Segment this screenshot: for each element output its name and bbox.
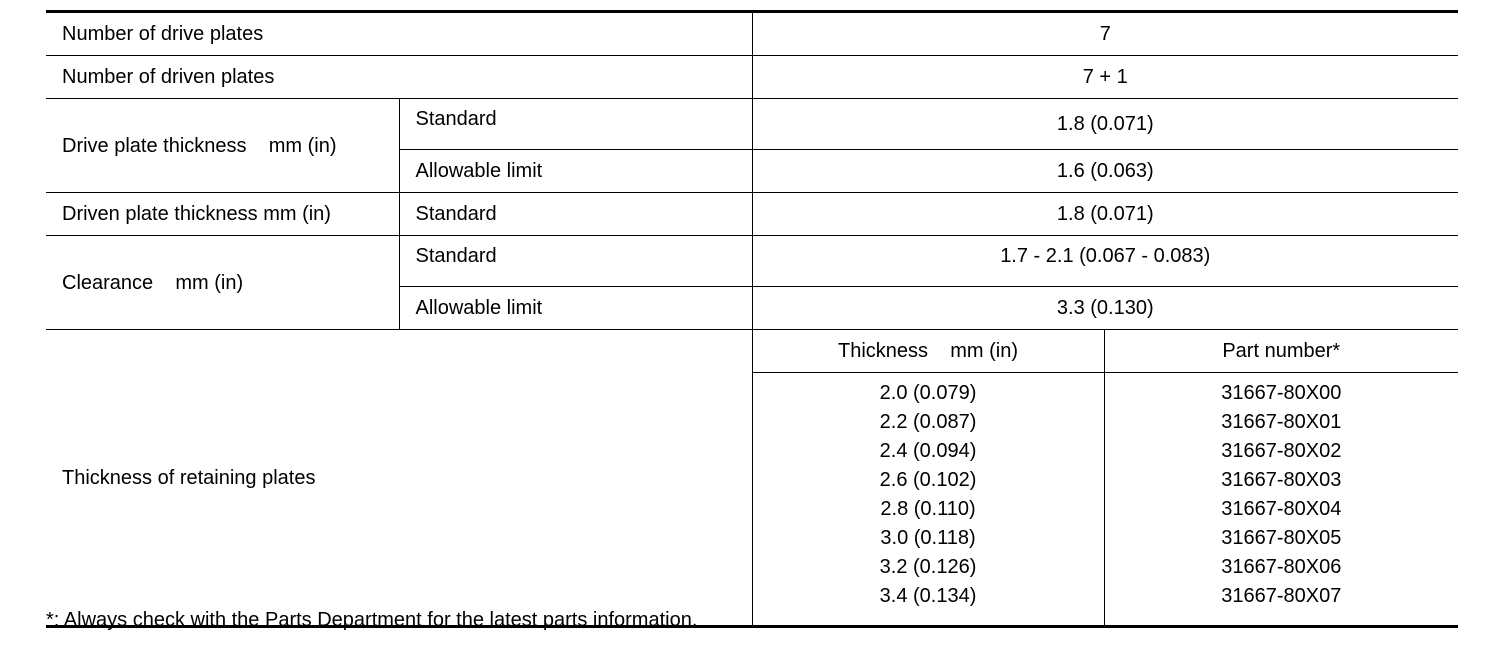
part-number-value: 31667-80X01 — [1221, 411, 1342, 433]
drive-plates-label: Number of drive plates — [46, 12, 752, 56]
thickness-values — [752, 373, 1104, 627]
clearance-limit-label: Allowable limit — [399, 287, 752, 330]
driven-thickness-label: Driven plate thickness mm (in) — [46, 193, 399, 236]
retaining-plates-label: Thickness of retaining plates — [46, 330, 752, 627]
clearance-label: Clearance mm (in) — [46, 236, 399, 330]
driven-thickness-standard-label: Standard — [399, 193, 752, 236]
drive-thickness-standard-value: 1.8 (0.071) — [752, 99, 1458, 150]
thickness-value: 2.6 (0.102) — [879, 469, 977, 491]
thickness-value: 3.2 (0.126) — [879, 556, 977, 578]
thickness-value: 2.4 (0.094) — [879, 440, 977, 462]
thickness-value: 2.2 (0.087) — [879, 411, 977, 433]
part-number-column-header: Part number* — [1104, 330, 1458, 373]
part-number-value: 31667-80X05 — [1221, 527, 1342, 549]
driven-plates-value: 7 + 1 — [752, 56, 1458, 99]
part-number-value: 31667-80X07 — [1221, 585, 1342, 607]
thickness-value: 3.0 (0.118) — [880, 527, 976, 549]
part-number-values — [1104, 373, 1458, 627]
driven-thickness-standard-value: 1.8 (0.071) — [752, 193, 1458, 236]
part-number-value: 31667-80X06 — [1221, 556, 1342, 578]
drive-thickness-label: Drive plate thickness mm (in) — [46, 99, 399, 193]
footnote: *: Always check with the Parts Department for the latest parts information. — [46, 609, 698, 631]
table-row — [46, 12, 1458, 56]
driven-plates-label: Number of driven plates — [46, 56, 752, 99]
drive-plates-value: 7 — [752, 12, 1458, 56]
clearance-limit-value: 3.3 (0.130) — [752, 287, 1458, 330]
drive-thickness-limit-label: Allowable limit — [399, 150, 752, 193]
part-number-value: 31667-80X03 — [1221, 469, 1342, 491]
clearance-standard-value: 1.7 - 2.1 (0.067 - 0.083) — [752, 236, 1458, 287]
drive-thickness-standard-label: Standard — [399, 99, 752, 150]
drive-thickness-limit-value: 1.6 (0.063) — [752, 150, 1458, 193]
part-number-value: 31667-80X04 — [1221, 498, 1342, 520]
thickness-value: 2.0 (0.079) — [879, 382, 977, 404]
table-row — [46, 56, 1458, 99]
specification-table — [46, 10, 1458, 628]
table-row — [46, 330, 1458, 373]
table-row — [46, 193, 1458, 236]
part-number-value: 31667-80X00 — [1221, 382, 1342, 404]
thickness-value: 3.4 (0.134) — [879, 585, 977, 607]
table-row — [46, 236, 1458, 287]
part-number-value: 31667-80X02 — [1221, 440, 1342, 462]
clearance-standard-label: Standard — [399, 236, 752, 287]
table-row — [46, 99, 1458, 150]
thickness-value: 2.8 (0.110) — [880, 498, 976, 520]
thickness-column-header: Thickness mm (in) — [752, 330, 1104, 373]
